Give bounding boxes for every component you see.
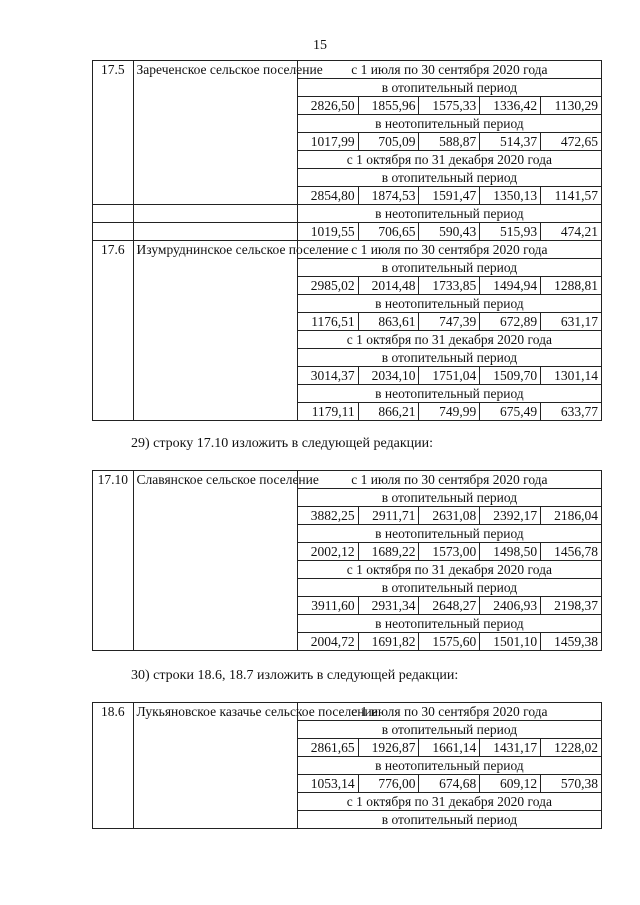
value-cell: 1336,42 — [480, 97, 541, 115]
value-cell: 866,21 — [358, 403, 419, 421]
value-cell: 749,99 — [419, 403, 480, 421]
value-cell: 2911,71 — [358, 507, 419, 525]
value-cell: 631,17 — [541, 313, 602, 331]
paragraph-29: 29) строку 17.10 изложить в следующей редакции: — [131, 436, 434, 451]
tariff-table-2 — [92, 470, 602, 651]
value-cell: 1228,02 — [541, 739, 602, 757]
value-cell: 2826,50 — [297, 97, 358, 115]
heating-label: в отопительный период — [297, 259, 601, 277]
value-cell: 2392,17 — [480, 507, 541, 525]
value-cell: 2002,12 — [297, 543, 358, 561]
value-cell: 2186,04 — [541, 507, 602, 525]
period-header: с 1 июля по 30 сентября 2020 года — [297, 703, 601, 721]
value-cell: 1751,04 — [419, 367, 480, 385]
heating-label: в отопительный период — [297, 169, 601, 187]
settlement-name: Изумруднинское сельское поселение — [133, 241, 297, 421]
nonheating-label: в неотопительный период — [297, 385, 601, 403]
tariff-table-1 — [92, 60, 602, 421]
value-cell: 1017,99 — [297, 133, 358, 151]
value-cell: 1509,70 — [480, 367, 541, 385]
value-cell: 609,12 — [480, 775, 541, 793]
nonheating-label: в неотопительный период — [297, 295, 601, 313]
value-cell: 1689,22 — [358, 543, 419, 561]
heating-label: в отопительный период — [297, 811, 601, 829]
heating-label: в отопительный период — [297, 79, 601, 97]
tariff-table-3 — [92, 702, 602, 829]
period-header: с 1 октября по 31 декабря 2020 года — [297, 561, 601, 579]
value-cell: 514,37 — [480, 133, 541, 151]
settlement-name: Зареченское сельское поселение — [133, 61, 297, 205]
value-cell: 1141,57 — [541, 187, 602, 205]
value-cell: 1494,94 — [480, 277, 541, 295]
nonheating-label: в неотопительный период — [297, 115, 601, 133]
value-cell: 2854,80 — [297, 187, 358, 205]
value-cell: 2931,34 — [358, 597, 419, 615]
value-cell: 1053,14 — [297, 775, 358, 793]
value-cell: 1575,33 — [419, 97, 480, 115]
heating-label: в отопительный период — [297, 721, 601, 739]
value-cell: 1459,38 — [541, 633, 602, 651]
value-cell: 2861,65 — [297, 739, 358, 757]
value-cell: 2631,08 — [419, 507, 480, 525]
value-cell: 2985,02 — [297, 277, 358, 295]
value-cell: 590,43 — [419, 223, 480, 241]
period-header: с 1 июля по 30 сентября 2020 года — [297, 241, 601, 259]
period-header: с 1 октября по 31 декабря 2020 года — [297, 331, 601, 349]
row-number: 18.6 — [93, 703, 134, 829]
page-number: 15 — [313, 38, 327, 53]
value-cell: 1350,13 — [480, 187, 541, 205]
value-cell: 588,87 — [419, 133, 480, 151]
spacer-cell — [93, 205, 134, 223]
value-cell: 675,49 — [480, 403, 541, 421]
value-cell: 1733,85 — [419, 277, 480, 295]
value-cell: 706,65 — [358, 223, 419, 241]
period-header: с 1 октября по 31 декабря 2020 года — [297, 151, 601, 169]
row-number: 17.6 — [93, 241, 134, 421]
settlement-name: Славянское сельское поселение — [133, 471, 297, 651]
value-cell: 1691,82 — [358, 633, 419, 651]
value-cell: 2004,72 — [297, 633, 358, 651]
value-cell: 672,89 — [480, 313, 541, 331]
value-cell: 1874,53 — [358, 187, 419, 205]
value-cell: 2034,10 — [358, 367, 419, 385]
value-cell: 1288,81 — [541, 277, 602, 295]
value-cell: 1591,47 — [419, 187, 480, 205]
value-cell: 474,21 — [541, 223, 602, 241]
nonheating-label: в неотопительный период — [297, 615, 601, 633]
value-cell: 472,65 — [541, 133, 602, 151]
value-cell: 1456,78 — [541, 543, 602, 561]
value-cell: 1855,96 — [358, 97, 419, 115]
heating-label: в отопительный период — [297, 349, 601, 367]
value-cell: 515,93 — [480, 223, 541, 241]
heating-label: в отопительный период — [297, 579, 601, 597]
value-cell: 633,77 — [541, 403, 602, 421]
value-cell: 3014,37 — [297, 367, 358, 385]
value-cell: 1661,14 — [419, 739, 480, 757]
settlement-name: Лукьяновское казачье сельское поселение — [133, 703, 297, 829]
value-cell: 2198,37 — [541, 597, 602, 615]
value-cell: 1301,14 — [541, 367, 602, 385]
value-cell: 2406,93 — [480, 597, 541, 615]
period-header: с 1 июля по 30 сентября 2020 года — [297, 61, 601, 79]
value-cell: 1501,10 — [480, 633, 541, 651]
value-cell: 1130,29 — [541, 97, 602, 115]
nonheating-label: в неотопительный период — [297, 525, 601, 543]
value-cell: 1573,00 — [419, 543, 480, 561]
value-cell: 1926,87 — [358, 739, 419, 757]
row-number: 17.10 — [93, 471, 134, 651]
nonheating-label: в неотопительный период — [297, 205, 601, 223]
value-cell: 705,09 — [358, 133, 419, 151]
period-header: с 1 июля по 30 сентября 2020 года — [297, 471, 601, 489]
value-cell: 3882,25 — [297, 507, 358, 525]
value-cell: 1019,55 — [297, 223, 358, 241]
value-cell: 1431,17 — [480, 739, 541, 757]
value-cell: 776,00 — [358, 775, 419, 793]
value-cell: 2014,48 — [358, 277, 419, 295]
value-cell: 1498,50 — [480, 543, 541, 561]
period-header: с 1 октября по 31 декабря 2020 года — [297, 793, 601, 811]
heating-label: в отопительный период — [297, 489, 601, 507]
spacer-cell — [133, 205, 297, 223]
value-cell: 1575,60 — [419, 633, 480, 651]
value-cell: 2648,27 — [419, 597, 480, 615]
value-cell: 1176,51 — [297, 313, 358, 331]
value-cell: 1179,11 — [297, 403, 358, 421]
spacer-cell — [93, 223, 134, 241]
row-number: 17.5 — [93, 61, 134, 205]
value-cell: 863,61 — [358, 313, 419, 331]
paragraph-30: 30) строки 18.6, 18.7 изложить в следующей редакции: — [131, 668, 459, 683]
value-cell: 674,68 — [419, 775, 480, 793]
nonheating-label: в неотопительный период — [297, 757, 601, 775]
value-cell: 570,38 — [541, 775, 602, 793]
spacer-cell — [133, 223, 297, 241]
value-cell: 747,39 — [419, 313, 480, 331]
value-cell: 3911,60 — [297, 597, 358, 615]
